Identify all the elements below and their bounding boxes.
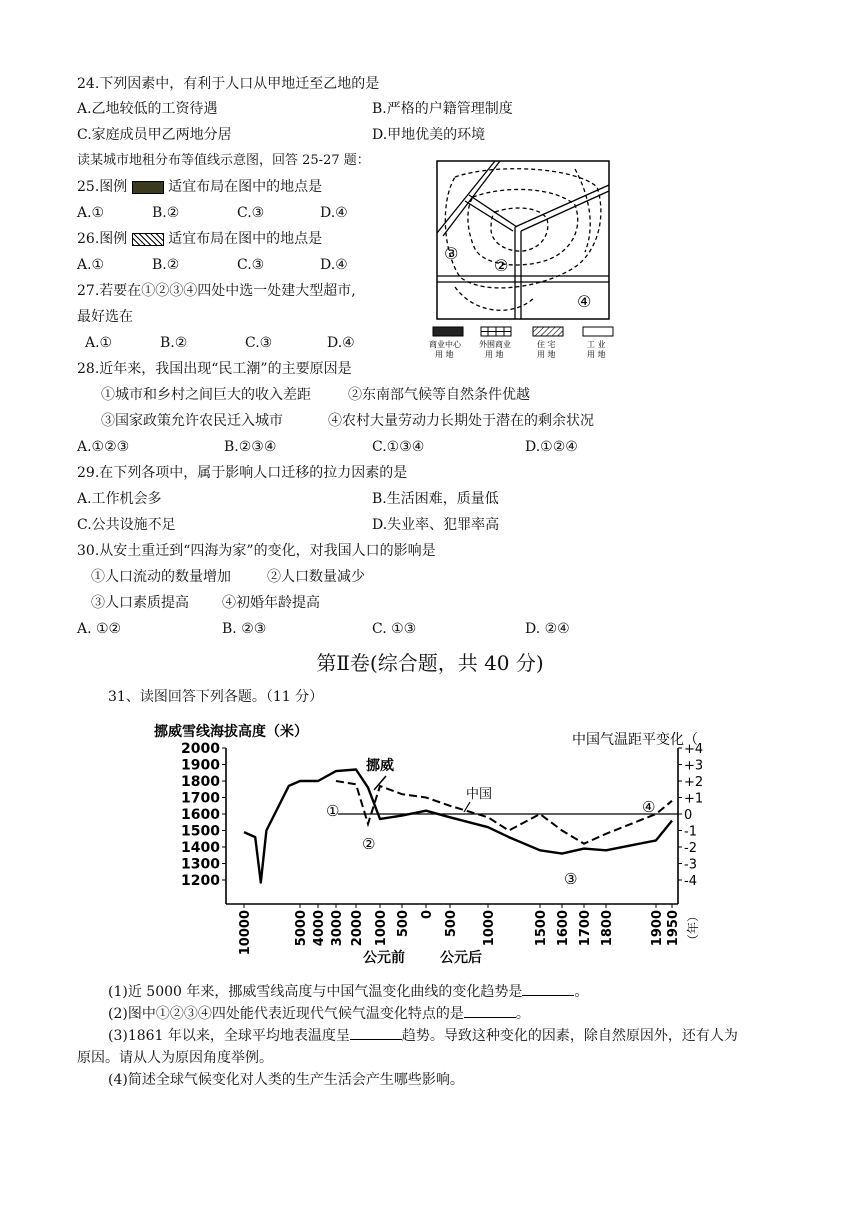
q30-option-a: A. ①② (77, 621, 122, 637)
chart-title-left: 挪威雪线海拔高度（米） (154, 724, 308, 740)
q31-sub1-blank (522, 983, 574, 996)
q29-option-d: D.失业率、犯罪率高 (372, 517, 500, 533)
x-tick-label: 1950 (666, 910, 681, 947)
y-left-tick-label: 1700 (181, 790, 220, 807)
map-legend-1-line2: 用 地 (435, 350, 454, 359)
q26-option-d: D.④ (320, 257, 348, 273)
chart-marker-4: ④ (642, 798, 656, 816)
y-left-tick-label: 1600 (181, 807, 220, 823)
y-left-tick-label: 1800 (181, 774, 220, 790)
q27-stem-line1: 27.若要在①②③④四处中选一处建大型超市, (77, 283, 356, 299)
y-left-tick-label: 1900 (181, 757, 220, 774)
map-marker-4: ④ (577, 292, 592, 311)
q26-option-b: B.② (152, 257, 180, 273)
x-tick-label: 0 (420, 910, 435, 920)
map-legend-3-line2: 用 地 (537, 350, 556, 359)
x-tick-label: 1700 (578, 910, 593, 947)
q25-stem (77, 178, 322, 196)
x-tick-label: 1000 (374, 910, 389, 947)
x-tick-label: 4000 (312, 910, 327, 947)
x-tick-label: 10000 (238, 910, 253, 956)
y-left-tick-label: 1500 (181, 823, 220, 840)
q24-option-b: B.严格的户籍管理制度 (372, 101, 513, 117)
q24-option-c: C.家庭成员甲乙两地分居 (77, 127, 232, 143)
q27-option-c: C.③ (245, 335, 273, 351)
q31-sub3 (108, 1027, 738, 1045)
y-right-tick-label: -2 (684, 841, 697, 856)
q26-stem (77, 230, 322, 248)
q26-option-c: C.③ (237, 257, 265, 273)
section-2-title: 第Ⅱ卷(综合题，共 40 分) (316, 651, 544, 675)
y-right-tick-label: +4 (684, 742, 704, 757)
q28-option-d: D.①②④ (525, 439, 578, 455)
series-label-china: 中国 (466, 787, 493, 802)
q31-sub2-end: 。 (515, 1006, 530, 1022)
q25-option-a: A.① (77, 205, 105, 221)
q25-stem-suffix: 适宜布局在图中的地点是 (168, 179, 323, 195)
map-legend-4-line1: 工 业 (587, 340, 606, 349)
legend-residential-swatch (132, 233, 164, 246)
map-marker-2: ② (494, 256, 509, 275)
x-tick-label: 3000 (330, 910, 345, 947)
q27-option-d: D.④ (327, 335, 355, 351)
q30-option-d: D. ②④ (525, 621, 570, 637)
q29-stem: 29.在下列各项中，属于影响人口迁移的拉力因素的是 (77, 465, 408, 481)
y-right-tick-label: -1 (684, 824, 697, 840)
chart-title-right: 中国气温距平变化（ (572, 732, 698, 748)
q30-statement-2: ②人口数量减少 (267, 569, 365, 585)
q26-stem-prefix: 26.图例 (77, 231, 128, 247)
q28-statement-3: ③国家政策允许农民迁入城市 (101, 413, 283, 429)
y-right-tick-label: -4 (684, 874, 697, 889)
y-left-tick-label: 1300 (181, 856, 220, 873)
intro-25-27: 读某城市地租分布等值线示意图，回答 25-27 题： (77, 153, 370, 168)
map-legend-3-line1: 住 宅 (537, 340, 556, 349)
chart-marker-3: ③ (564, 870, 578, 888)
q25-option-b: B.② (152, 205, 180, 221)
legend-commercial-center-swatch (132, 181, 164, 194)
q28-statement-4: ④农村大量劳动力长期处于潜在的剩余状况 (328, 413, 594, 429)
y-right-tick-label: +3 (684, 758, 704, 774)
q31-sub2-blank (464, 1005, 516, 1018)
q28-statement-1: ①城市和乡村之间巨大的收入差距 (101, 387, 311, 403)
x-tick-label: 1500 (534, 910, 549, 947)
q29-option-b: B.生活困难，质量低 (372, 491, 499, 507)
x-tick-label: 2000 (350, 910, 365, 947)
q31-sub3-text-a: (3)1861 年以来，全球平均地表温度呈 (108, 1028, 350, 1044)
q30-option-b: B. ②③ (222, 621, 267, 637)
q29-option-a: A.工作机会多 (77, 491, 162, 507)
chart-marker-1: ① (326, 802, 340, 820)
q24-stem: 24.下列因素中，有利于人口从甲地迁至乙地的是 (77, 76, 380, 92)
chart-marker-2: ② (362, 835, 376, 853)
q31-sub1-end: 。 (574, 984, 589, 1000)
q24-option-d: D.甲地优美的环境 (372, 127, 486, 143)
series-label-norway: 挪威 (366, 758, 394, 774)
x-tick-label: 1800 (600, 910, 615, 947)
q27-option-a: A.① (85, 335, 113, 351)
y-right-tick-label: +1 (684, 791, 704, 807)
x-tick-label: 1600 (556, 910, 571, 947)
q27-stem-line2: 最好选在 (77, 309, 133, 325)
y-left-tick-label: 1200 (181, 873, 220, 889)
q30-stem: 30.从安土重迁到“四海为家”的变化，对我国人口的影响是 (77, 543, 436, 559)
q31-sub1-text: (1)近 5000 年来，挪威雪线高度与中国气温变化曲线的变化趋势是 (108, 984, 523, 1000)
q25-option-d: D.④ (320, 205, 348, 221)
q31-sub1 (108, 983, 588, 1001)
q26-stem-suffix: 适宜布局在图中的地点是 (168, 231, 323, 247)
x-tick-label: 1000 (482, 910, 497, 947)
x-tick-label: 1900 (650, 910, 665, 947)
q28-option-b: B.②③④ (224, 439, 277, 455)
x-tick-label: 5000 (294, 910, 309, 947)
y-right-tick-label: -3 (684, 857, 697, 873)
y-left-tick-label: 1400 (181, 840, 220, 856)
norway-series-line (244, 770, 672, 883)
city-rent-map (425, 157, 625, 362)
y-left-tick-label: 2000 (181, 741, 220, 757)
x-unit-label: （年） (686, 910, 700, 947)
q29-option-c: C.公共设施不足 (77, 517, 176, 533)
q28-option-c: C.①③④ (372, 439, 425, 455)
map-legend-4-line2: 用 地 (587, 350, 606, 359)
q24-option-a: A.乙地较低的工资待遇 (77, 101, 218, 117)
map-marker-3: ③ (444, 244, 459, 263)
x-tick-label: 500 (444, 910, 459, 938)
map-legend-2-line1: 外围商业 (479, 340, 511, 349)
q31-sub2-text: (2)图中①②③④四处能代表近现代气候气温变化特点的是 (108, 1006, 464, 1022)
q25-option-c: C.③ (237, 205, 265, 221)
era-label-ce: 公元后 (440, 950, 482, 966)
q30-statement-1: ①人口流动的数量增加 (91, 569, 231, 585)
q31-stem: 31、读图回答下列各题。（11 分） (108, 689, 324, 705)
q31-sub3-line2: 原因。请从人为原因角度举例。 (77, 1050, 273, 1066)
q31-sub2 (108, 1005, 530, 1023)
q27-option-b: B.② (160, 335, 188, 351)
q30-option-c: C. ①③ (372, 621, 417, 637)
map-legend-1-line1: 商业中心 (429, 340, 461, 349)
climate-chart (148, 716, 708, 970)
era-label-bce: 公元前 (363, 950, 405, 966)
x-tick-label: 500 (396, 910, 411, 938)
q30-statement-4: ④初婚年龄提高 (222, 595, 320, 611)
q31-sub3-text-b: 趋势。导致这种变化的因素，除自然原因外，还有人为 (401, 1028, 738, 1044)
q30-statement-3: ③人口素质提高 (91, 595, 189, 611)
map-legend-2-line2: 用 地 (485, 350, 504, 359)
y-right-tick-label: +2 (684, 775, 704, 790)
q28-option-a: A.①②③ (77, 439, 130, 455)
q25-stem-prefix: 25.图例 (77, 179, 128, 195)
q31-sub4: (4)简述全球气候变化对人类的生产生活会产生哪些影响。 (108, 1072, 464, 1088)
q28-stem: 28.近年来，我国出现“民工潮”的主要原因是 (77, 361, 352, 377)
y-right-tick-label: 0 (684, 808, 693, 823)
q28-statement-2: ②东南部气候等自然条件优越 (348, 387, 530, 403)
q26-option-a: A.① (77, 257, 105, 273)
q31-sub3-blank (350, 1027, 402, 1040)
